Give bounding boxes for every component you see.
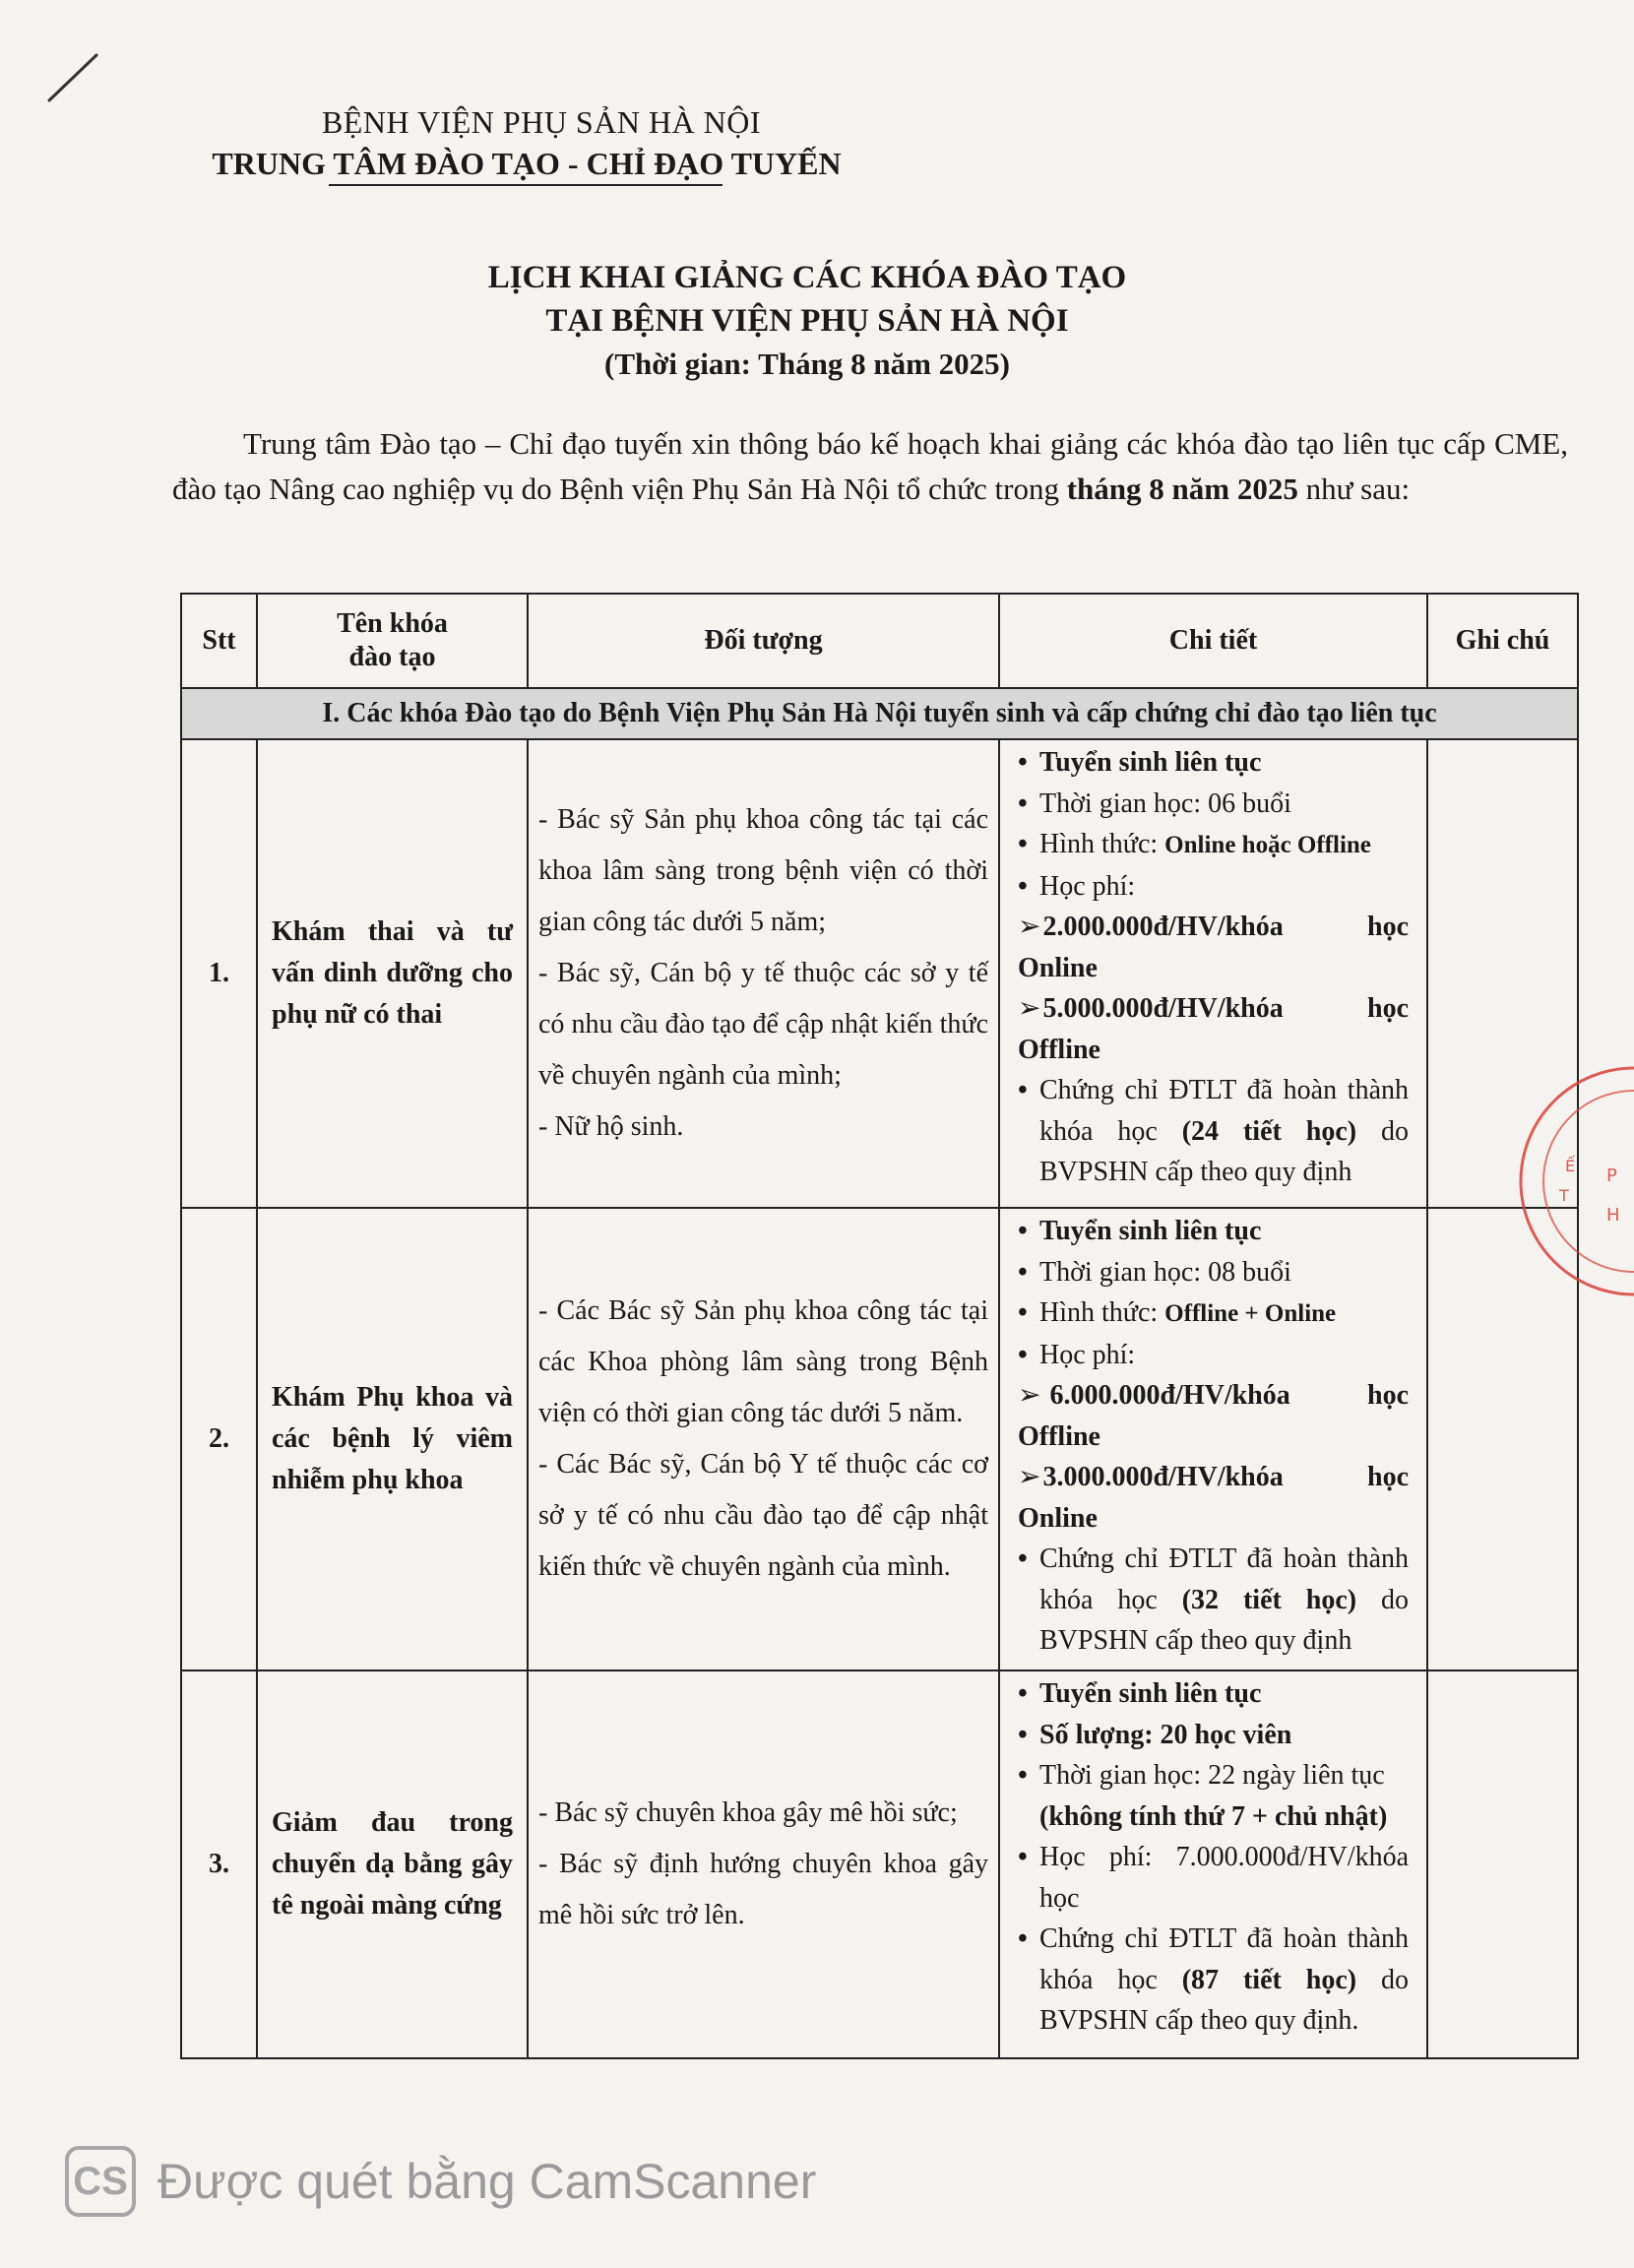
header-course-name-text: Tên khóa đào tạo (337, 608, 448, 672)
course-table (180, 593, 1579, 2059)
detail-time: • Thời gian học: 08 buổi (1018, 1252, 1409, 1293)
detail-form-value: Online hoặc Offline (1164, 832, 1371, 858)
target-item: - Các Bác sỹ, Cán bộ Y tế thuộc các cơ sở y tế có nhu cầu đào tạo để cập nhật kiến thức về chuyên ngành của mình. (538, 1449, 988, 1582)
fee-amount: ➢ 5.000.000đ/HV/khóa (1018, 988, 1284, 1030)
intro-tail: như sau: (1297, 472, 1411, 506)
fee-word: học (1367, 993, 1409, 1024)
watermark-text: Được quét bằng CamScanner (157, 2154, 817, 2209)
row-stt: 3. (181, 1670, 257, 2058)
svg-text:P: P (1606, 1166, 1617, 1186)
cert-tail: do BVPSHN cấp theo quy định (1039, 1584, 1410, 1656)
cert-text: Chứng chỉ ĐTLT đã hoàn thành khóa học (1039, 1075, 1409, 1147)
detail-enroll: • Tuyển sinh liên tục (1018, 1211, 1409, 1252)
row-target (528, 1208, 999, 1670)
scanner-watermark (65, 2146, 816, 2217)
title-line-1: LỊCH KHAI GIẢNG CÁC KHÓA ĐÀO TẠO (487, 260, 1127, 295)
header-underline (329, 184, 723, 186)
detail-form-label: Hình thức: (1039, 1297, 1165, 1328)
row-course-name: Khám Phụ khoa và các bệnh lý viêm nhiễm phụ khoa (257, 1208, 528, 1670)
svg-text:T: T (1559, 1186, 1569, 1205)
cert-text: Chứng chỉ ĐTLT đã hoàn thành khóa học (1039, 1544, 1409, 1615)
intro-paragraph (172, 421, 1568, 512)
fee-option (1018, 907, 1409, 948)
hospital-name: BỆNH VIỆN PHỤ SẢN HÀ NỘI (321, 104, 762, 140)
section-row (181, 688, 1578, 739)
detail-cert (1018, 1919, 1409, 2042)
intro-bold: tháng 8 năm 2025 (1066, 472, 1298, 506)
detail-cert (1018, 1539, 1409, 1662)
detail-fee: • Học phí: (1018, 866, 1409, 908)
table-row (181, 1670, 1578, 2058)
detail-enroll: • Tuyển sinh liên tục (1018, 1673, 1409, 1715)
fee-option (1018, 988, 1409, 1030)
row-stt: 1. (181, 739, 257, 1208)
target-item: - Nữ hộ sinh. (538, 1111, 684, 1142)
table-row (181, 1208, 1578, 1670)
fee-amount: ➢ 6.000.000đ/HV/khóa (1018, 1375, 1290, 1417)
row-stt: 2. (181, 1208, 257, 1670)
header-detail: Chi tiết (999, 594, 1427, 688)
target-item: - Các Bác sỹ Sản phụ khoa công tác tại các Khoa phòng lâm sàng trong Bệnh viện có thời gian công tác dưới 5 năm. (538, 1295, 988, 1428)
detail-enroll: • Tuyển sinh liên tục (1018, 742, 1409, 784)
svg-text:H: H (1606, 1205, 1620, 1226)
fee-option (1018, 1457, 1409, 1498)
cert-hours: (32 tiết học) (1181, 1584, 1357, 1615)
section-title: I. Các khóa Đào tạo do Bệnh Viện Phụ Sản Hà Nội tuyển sinh và cấp chứng chỉ đào tạo liên tục (181, 688, 1578, 739)
header-course-name (257, 594, 528, 688)
detail-form (1018, 824, 1409, 866)
header-note: Ghi chú (1427, 594, 1578, 688)
detail-form-value: Offline + Online (1164, 1300, 1337, 1327)
row-course-name: Giảm đau trong chuyển dạ bằng gây tê ngoài màng cứng (257, 1670, 528, 2058)
row-target (528, 739, 999, 1208)
center-name: TRUNG TÂM ĐÀO TẠO - CHỈ ĐẠO TUYẾN (212, 146, 842, 181)
target-item: - Bác sỹ Sản phụ khoa công tác tại các khoa lâm sàng trong bệnh viện có thời gian công tác dưới 5 năm; (538, 804, 988, 937)
table-header-row (181, 594, 1578, 688)
table-row (181, 739, 1578, 1208)
row-detail (999, 1670, 1427, 2058)
fee-mode: Offline (1018, 1420, 1100, 1452)
detail-fee: • Học phí: 7.000.000đ/HV/khóa học (1018, 1837, 1409, 1919)
row-note (1427, 1670, 1578, 2058)
fee-mode: Online (1018, 952, 1098, 983)
target-item: - Bác sỹ, Cán bộ y tế thuộc các sở y tế có nhu cầu đào tạo để cập nhật kiến thức về chuyên ngành của mình; (538, 958, 988, 1091)
cert-tail: do BVPSHN cấp theo quy định. (1039, 1964, 1410, 2036)
fee-word: học (1367, 912, 1409, 942)
row-target (528, 1670, 999, 2058)
detail-fee: • Học phí: (1018, 1335, 1409, 1376)
detail-count: • Số lượng: 20 học viên (1018, 1715, 1409, 1756)
fee-amount: ➢ 2.000.000đ/HV/khóa (1018, 907, 1284, 948)
fee-mode: Online (1018, 1502, 1098, 1534)
detail-time: • Thời gian học: 06 buổi (1018, 784, 1409, 825)
title-line-2: TẠI BỆNH VIỆN PHỤ SẢN HÀ NỘI (545, 303, 1069, 339)
header-target: Đối tượng (528, 594, 999, 688)
row-detail (999, 1208, 1427, 1670)
red-stamp-seal (1516, 1053, 1634, 1309)
svg-text:Ế: Ế (1565, 1157, 1576, 1175)
detail-time: • Thời gian học: 22 ngày liên tục (1018, 1755, 1409, 1796)
fee-mode: Offline (1018, 1034, 1100, 1065)
pen-stroke-mark (43, 51, 102, 110)
detail-form (1018, 1292, 1409, 1335)
detail-form-label: Hình thức: (1039, 829, 1165, 859)
header-stt: Stt (181, 594, 257, 688)
cert-hours: (87 tiết học) (1181, 1964, 1357, 1995)
cert-tail: do BVPSHN cấp theo quy định (1039, 1115, 1410, 1187)
document-header (197, 102, 886, 185)
fee-option (1018, 1375, 1409, 1417)
cert-hours: (24 tiết học) (1181, 1115, 1357, 1147)
title-line-3: (Thời gian: Tháng 8 năm 2025) (604, 346, 1010, 381)
fee-word: học (1367, 1462, 1409, 1492)
document-title (177, 256, 1437, 386)
cert-text: Chứng chỉ ĐTLT đã hoàn thành khóa học (1039, 1923, 1409, 1995)
row-detail (999, 739, 1427, 1208)
detail-cert (1018, 1070, 1409, 1193)
intro-text: Trung tâm Đào tạo – Chỉ đạo tuyến xin thông báo kế hoạch khai giảng các khóa đào tạo liên tục cấp CME, đào tạo Nâng cao nghiệp vụ do Bệnh viện Phụ Sản Hà Nội tổ chức trong (172, 426, 1568, 506)
target-item: - Bác sỹ định hướng chuyên khoa gây mê hồi sức trở lên. (538, 1849, 988, 1930)
row-course-name: Khám thai và tư vấn dinh dưỡng cho phụ nữ có thai (257, 739, 528, 1208)
camscanner-logo: CS (65, 2146, 136, 2217)
fee-word: học (1367, 1380, 1409, 1411)
detail-time-note: (không tính thứ 7 + chủ nhật) (1039, 1800, 1388, 1832)
target-item: - Bác sỹ chuyên khoa gây mê hồi sức; (538, 1797, 958, 1828)
fee-amount: ➢ 3.000.000đ/HV/khóa (1018, 1457, 1284, 1498)
